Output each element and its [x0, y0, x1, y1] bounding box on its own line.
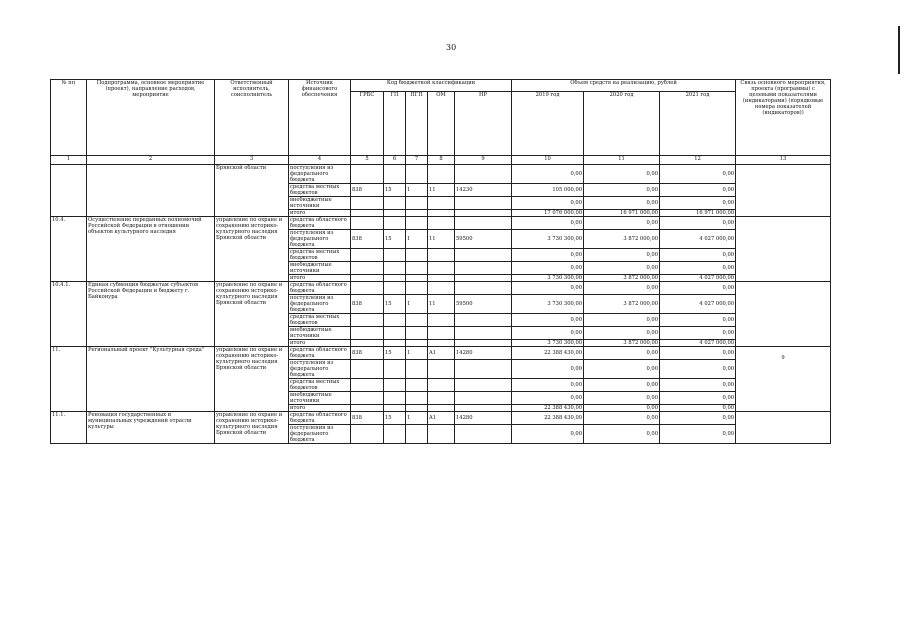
code-nr: [455, 165, 512, 184]
code-grbs: [351, 314, 384, 327]
amount-2020: 0,00: [584, 282, 660, 295]
header-2019: 2019 год: [512, 92, 584, 156]
amount-2021: 4 027 000,00: [660, 340, 736, 347]
amount-2019: 0,00: [512, 360, 584, 379]
code-nr: [455, 327, 512, 340]
indicator-link: [736, 165, 831, 217]
funding-source: внебюджетные источники: [289, 197, 351, 210]
amount-2021: 0,00: [660, 379, 736, 392]
indicator-link: 9: [736, 347, 831, 412]
code-nr: 14280: [455, 347, 512, 360]
funding-source: поступления из федерального бюджета: [289, 360, 351, 379]
funding-source: средства местных бюджетов: [289, 249, 351, 262]
code-gp: [384, 275, 406, 282]
measure-name: [87, 165, 215, 217]
header-2021: 2021 год: [660, 92, 736, 156]
code-gp: 15: [384, 295, 406, 314]
code-grbs: 838: [351, 295, 384, 314]
amount-2021: 16 971 000,00: [660, 210, 736, 217]
amount-2021: 0,00: [660, 282, 736, 295]
code-om: [428, 249, 455, 262]
code-grbs: [351, 379, 384, 392]
code-gp: [384, 210, 406, 217]
code-om: [428, 262, 455, 275]
code-gp: [384, 314, 406, 327]
header-executor: Ответственный исполнитель, соисполнитель: [215, 80, 289, 156]
measure-name: Единая субвенция бюджетам субъектов Российской Федерации и бюджету г. Байконура: [87, 282, 215, 347]
funding-source: внебюджетные источники: [289, 327, 351, 340]
funding-source: средства областного бюджета: [289, 282, 351, 295]
amount-2020: 0,00: [584, 262, 660, 275]
funding-source: внебюджетные источники: [289, 262, 351, 275]
header-name: Подпрограмма, основное мероприятие (проект), направление расходов, мероприятие: [87, 80, 215, 156]
funding-source: средства местных бюджетов: [289, 379, 351, 392]
executor: Брянской области: [215, 165, 289, 217]
code-gp: [384, 217, 406, 230]
code-pgp: [406, 262, 428, 275]
amount-2021: 0,00: [660, 249, 736, 262]
code-pgp: [406, 392, 428, 405]
amount-2021: 0,00: [660, 217, 736, 230]
amount-2021: 0,00: [660, 262, 736, 275]
column-number-row: [51, 156, 831, 165]
amount-2019: 0,00: [512, 282, 584, 295]
amount-2019: 3 730 300,00: [512, 230, 584, 249]
code-gp: [384, 327, 406, 340]
measure-name: Реновация государственных и муниципальных учреждений отрасли культуры: [87, 412, 215, 444]
amount-2019: 0,00: [512, 197, 584, 210]
executor: управление по охране и сохранению историко-культурного наследия Брянской области: [215, 282, 289, 347]
amount-2020: 0,00: [584, 412, 660, 425]
column-number: 5: [351, 156, 384, 165]
column-number: 12: [660, 156, 736, 165]
code-pgp: [406, 425, 428, 444]
code-om: [428, 275, 455, 282]
row-number: 10.4.: [51, 217, 87, 282]
header-source: Источник финансового обеспечения: [289, 80, 351, 156]
row-number: 10.4.1.: [51, 282, 87, 347]
header-budget-code: Код бюджетной классификации: [351, 80, 512, 92]
code-om: [428, 340, 455, 347]
code-nr: [455, 275, 512, 282]
funding-source: внебюджетные источники: [289, 392, 351, 405]
code-om: [428, 425, 455, 444]
indicator-link: [736, 282, 831, 347]
amount-2020: 0,00: [584, 314, 660, 327]
code-grbs: [351, 282, 384, 295]
code-grbs: [351, 327, 384, 340]
row-number: 11.: [51, 347, 87, 412]
code-grbs: 838: [351, 230, 384, 249]
amount-2021: 0,00: [660, 165, 736, 184]
code-pgp: 1: [406, 412, 428, 425]
code-pgp: [406, 314, 428, 327]
code-gp: [384, 282, 406, 295]
code-grbs: [351, 262, 384, 275]
amount-2019: 0,00: [512, 425, 584, 444]
code-pgp: [406, 197, 428, 210]
code-pgp: 1: [406, 295, 428, 314]
code-om: 11: [428, 295, 455, 314]
code-grbs: [351, 392, 384, 405]
amount-2020: 3 872 000,00: [584, 340, 660, 347]
code-pgp: 1: [406, 184, 428, 197]
column-number: 10: [512, 156, 584, 165]
code-om: [428, 327, 455, 340]
funding-source: поступления из федерального бюджета: [289, 230, 351, 249]
code-om: [428, 165, 455, 184]
amount-2020: 0,00: [584, 165, 660, 184]
executor: управление по охране и сохранению историко-культурного наследия Брянской области: [215, 412, 289, 444]
amount-2020: 0,00: [584, 379, 660, 392]
code-nr: [455, 392, 512, 405]
table-row: [51, 165, 831, 184]
funding-source: итого: [289, 405, 351, 412]
code-om: [428, 405, 455, 412]
amount-2021: 0,00: [660, 314, 736, 327]
code-gp: [384, 405, 406, 412]
code-om: [428, 217, 455, 230]
column-number: 9: [455, 156, 512, 165]
amount-2021: 4 027 000,00: [660, 275, 736, 282]
funding-source: итого: [289, 340, 351, 347]
code-nr: [455, 217, 512, 230]
code-pgp: [406, 165, 428, 184]
amount-2019: 22 388 430,00: [512, 347, 584, 360]
amount-2019: 17 076 000,00: [512, 210, 584, 217]
row-number: [51, 165, 87, 217]
code-nr: 14230: [455, 184, 512, 197]
amount-2019: 0,00: [512, 314, 584, 327]
page-edge-mark: [898, 26, 900, 74]
amount-2021: 0,00: [660, 360, 736, 379]
amount-2019: 105 000,00: [512, 184, 584, 197]
code-nr: [455, 197, 512, 210]
code-nr: [455, 282, 512, 295]
funding-source: средства местных бюджетов: [289, 184, 351, 197]
code-nr: 59500: [455, 295, 512, 314]
code-om: 11: [428, 184, 455, 197]
amount-2020: 3 872 000,00: [584, 275, 660, 282]
amount-2021: 0,00: [660, 425, 736, 444]
amount-2019: 3 730 300,00: [512, 275, 584, 282]
amount-2021: 0,00: [660, 347, 736, 360]
code-gp: 15: [384, 230, 406, 249]
code-pgp: [406, 379, 428, 392]
code-grbs: [351, 425, 384, 444]
code-grbs: [351, 217, 384, 230]
header-no: № пп: [51, 80, 87, 156]
code-nr: [455, 314, 512, 327]
amount-2019: 22 388 430,00: [512, 405, 584, 412]
amount-2019: 0,00: [512, 217, 584, 230]
amount-2021: 0,00: [660, 412, 736, 425]
amount-2020: 0,00: [584, 405, 660, 412]
column-number: 6: [384, 156, 406, 165]
code-grbs: [351, 197, 384, 210]
amount-2020: 3 872 000,00: [584, 230, 660, 249]
code-grbs: [351, 210, 384, 217]
column-number: 2: [87, 156, 215, 165]
column-number: 1: [51, 156, 87, 165]
amount-2019: 0,00: [512, 327, 584, 340]
code-grbs: [351, 275, 384, 282]
amount-2021: 0,00: [660, 184, 736, 197]
amount-2020: 3 872 000,00: [584, 295, 660, 314]
funding-source: средства областного бюджета: [289, 217, 351, 230]
header-funding: Объем средств на реализацию, рублей: [512, 80, 736, 92]
amount-2020: 0,00: [584, 327, 660, 340]
amount-2019: 0,00: [512, 262, 584, 275]
amount-2019: 0,00: [512, 379, 584, 392]
amount-2020: 0,00: [584, 360, 660, 379]
column-number: 4: [289, 156, 351, 165]
code-pgp: [406, 217, 428, 230]
amount-2021: 0,00: [660, 327, 736, 340]
code-grbs: 838: [351, 347, 384, 360]
amount-2020: 0,00: [584, 197, 660, 210]
code-om: [428, 210, 455, 217]
row-number: 11.1.: [51, 412, 87, 444]
code-nr: [455, 262, 512, 275]
code-om: [428, 314, 455, 327]
code-grbs: [351, 340, 384, 347]
code-nr: [455, 360, 512, 379]
amount-2021: 0,00: [660, 197, 736, 210]
amount-2020: 0,00: [584, 347, 660, 360]
column-number: 13: [736, 156, 831, 165]
code-om: A1: [428, 412, 455, 425]
table-body: [51, 165, 831, 444]
code-pgp: [406, 282, 428, 295]
code-nr: [455, 405, 512, 412]
column-number: 11: [584, 156, 660, 165]
funding-source: итого: [289, 210, 351, 217]
code-gp: [384, 249, 406, 262]
code-grbs: [351, 360, 384, 379]
code-gp: 15: [384, 347, 406, 360]
code-gp: [384, 165, 406, 184]
amount-2019: 0,00: [512, 392, 584, 405]
column-number: 8: [428, 156, 455, 165]
code-pgp: [406, 327, 428, 340]
amount-2019: 0,00: [512, 249, 584, 262]
amount-2019: 3 730 300,00: [512, 340, 584, 347]
code-pgp: [406, 340, 428, 347]
code-nr: 59500: [455, 230, 512, 249]
code-nr: 14280: [455, 412, 512, 425]
code-pgp: [406, 249, 428, 262]
code-grbs: [351, 165, 384, 184]
amount-2020: 0,00: [584, 184, 660, 197]
indicator-link: [736, 412, 831, 444]
code-pgp: [406, 405, 428, 412]
code-om: [428, 282, 455, 295]
funding-source: средства областного бюджета: [289, 347, 351, 360]
funding-source: средства местных бюджетов: [289, 314, 351, 327]
budget-table: [50, 79, 831, 444]
code-om: [428, 360, 455, 379]
code-pgp: [406, 210, 428, 217]
code-gp: 15: [384, 184, 406, 197]
code-pgp: 1: [406, 230, 428, 249]
amount-2020: 0,00: [584, 425, 660, 444]
code-pgp: [406, 275, 428, 282]
header-nr: НР: [455, 92, 512, 156]
code-pgp: [406, 360, 428, 379]
amount-2020: 0,00: [584, 249, 660, 262]
code-om: A1: [428, 347, 455, 360]
table-row: [51, 347, 831, 360]
amount-2020: 0,00: [584, 217, 660, 230]
header-gp: ГП: [384, 92, 406, 156]
amount-2021: 4 027 000,00: [660, 295, 736, 314]
code-nr: [455, 249, 512, 262]
code-nr: [455, 340, 512, 347]
amount-2020: 16 971 000,00: [584, 210, 660, 217]
code-grbs: 838: [351, 184, 384, 197]
amount-2020: 0,00: [584, 392, 660, 405]
measure-name: Осуществление переданных полномочий Российской Федерации в отношении объектов культурного наследия: [87, 217, 215, 282]
amount-2021: 4 027 000,00: [660, 230, 736, 249]
funding-source: итого: [289, 275, 351, 282]
header-2020: 2020 год: [584, 92, 660, 156]
indicator-link: [736, 217, 831, 282]
funding-source: поступления из федерального бюджета: [289, 425, 351, 444]
amount-2021: 0,00: [660, 405, 736, 412]
code-om: [428, 197, 455, 210]
code-grbs: [351, 249, 384, 262]
code-gp: [384, 197, 406, 210]
code-nr: [455, 425, 512, 444]
column-number: 3: [215, 156, 289, 165]
header-pgp: ПГП: [406, 92, 428, 156]
code-gp: [384, 379, 406, 392]
code-gp: 15: [384, 412, 406, 425]
code-gp: [384, 340, 406, 347]
measure-name: Региональный проект "Культурная среда": [87, 347, 215, 412]
code-gp: [384, 392, 406, 405]
executor: управление по охране и сохранению историко-культурного наследия Брянской области: [215, 217, 289, 282]
page-number: 30: [446, 43, 457, 52]
code-grbs: [351, 405, 384, 412]
amount-2019: 22 388 430,00: [512, 412, 584, 425]
funding-source: средства областного бюджета: [289, 412, 351, 425]
header-grbs: ГРБС: [351, 92, 384, 156]
code-nr: [455, 379, 512, 392]
funding-source: поступления из федерального бюджета: [289, 295, 351, 314]
header-om: ОМ: [428, 92, 455, 156]
code-om: [428, 392, 455, 405]
code-gp: [384, 425, 406, 444]
table-row: [51, 282, 831, 295]
code-om: [428, 379, 455, 392]
header-link: Связь основного мероприятия, проекта (программы) с целевыми показателями (индикаторами) (порядковые номера показателей (индикаторов)): [736, 80, 831, 156]
code-grbs: 838: [351, 412, 384, 425]
executor: управление по охране и сохранению историко-культурного наследия Брянской области: [215, 347, 289, 412]
funding-source: поступления из федерального бюджета: [289, 165, 351, 184]
column-number: 7: [406, 156, 428, 165]
code-nr: [455, 210, 512, 217]
code-om: 11: [428, 230, 455, 249]
table-row: [51, 412, 831, 425]
amount-2019: 3 730 300,00: [512, 295, 584, 314]
code-pgp: 1: [406, 347, 428, 360]
code-gp: [384, 262, 406, 275]
table-row: [51, 217, 831, 230]
amount-2021: 0,00: [660, 392, 736, 405]
amount-2019: 0,00: [512, 165, 584, 184]
code-gp: [384, 360, 406, 379]
